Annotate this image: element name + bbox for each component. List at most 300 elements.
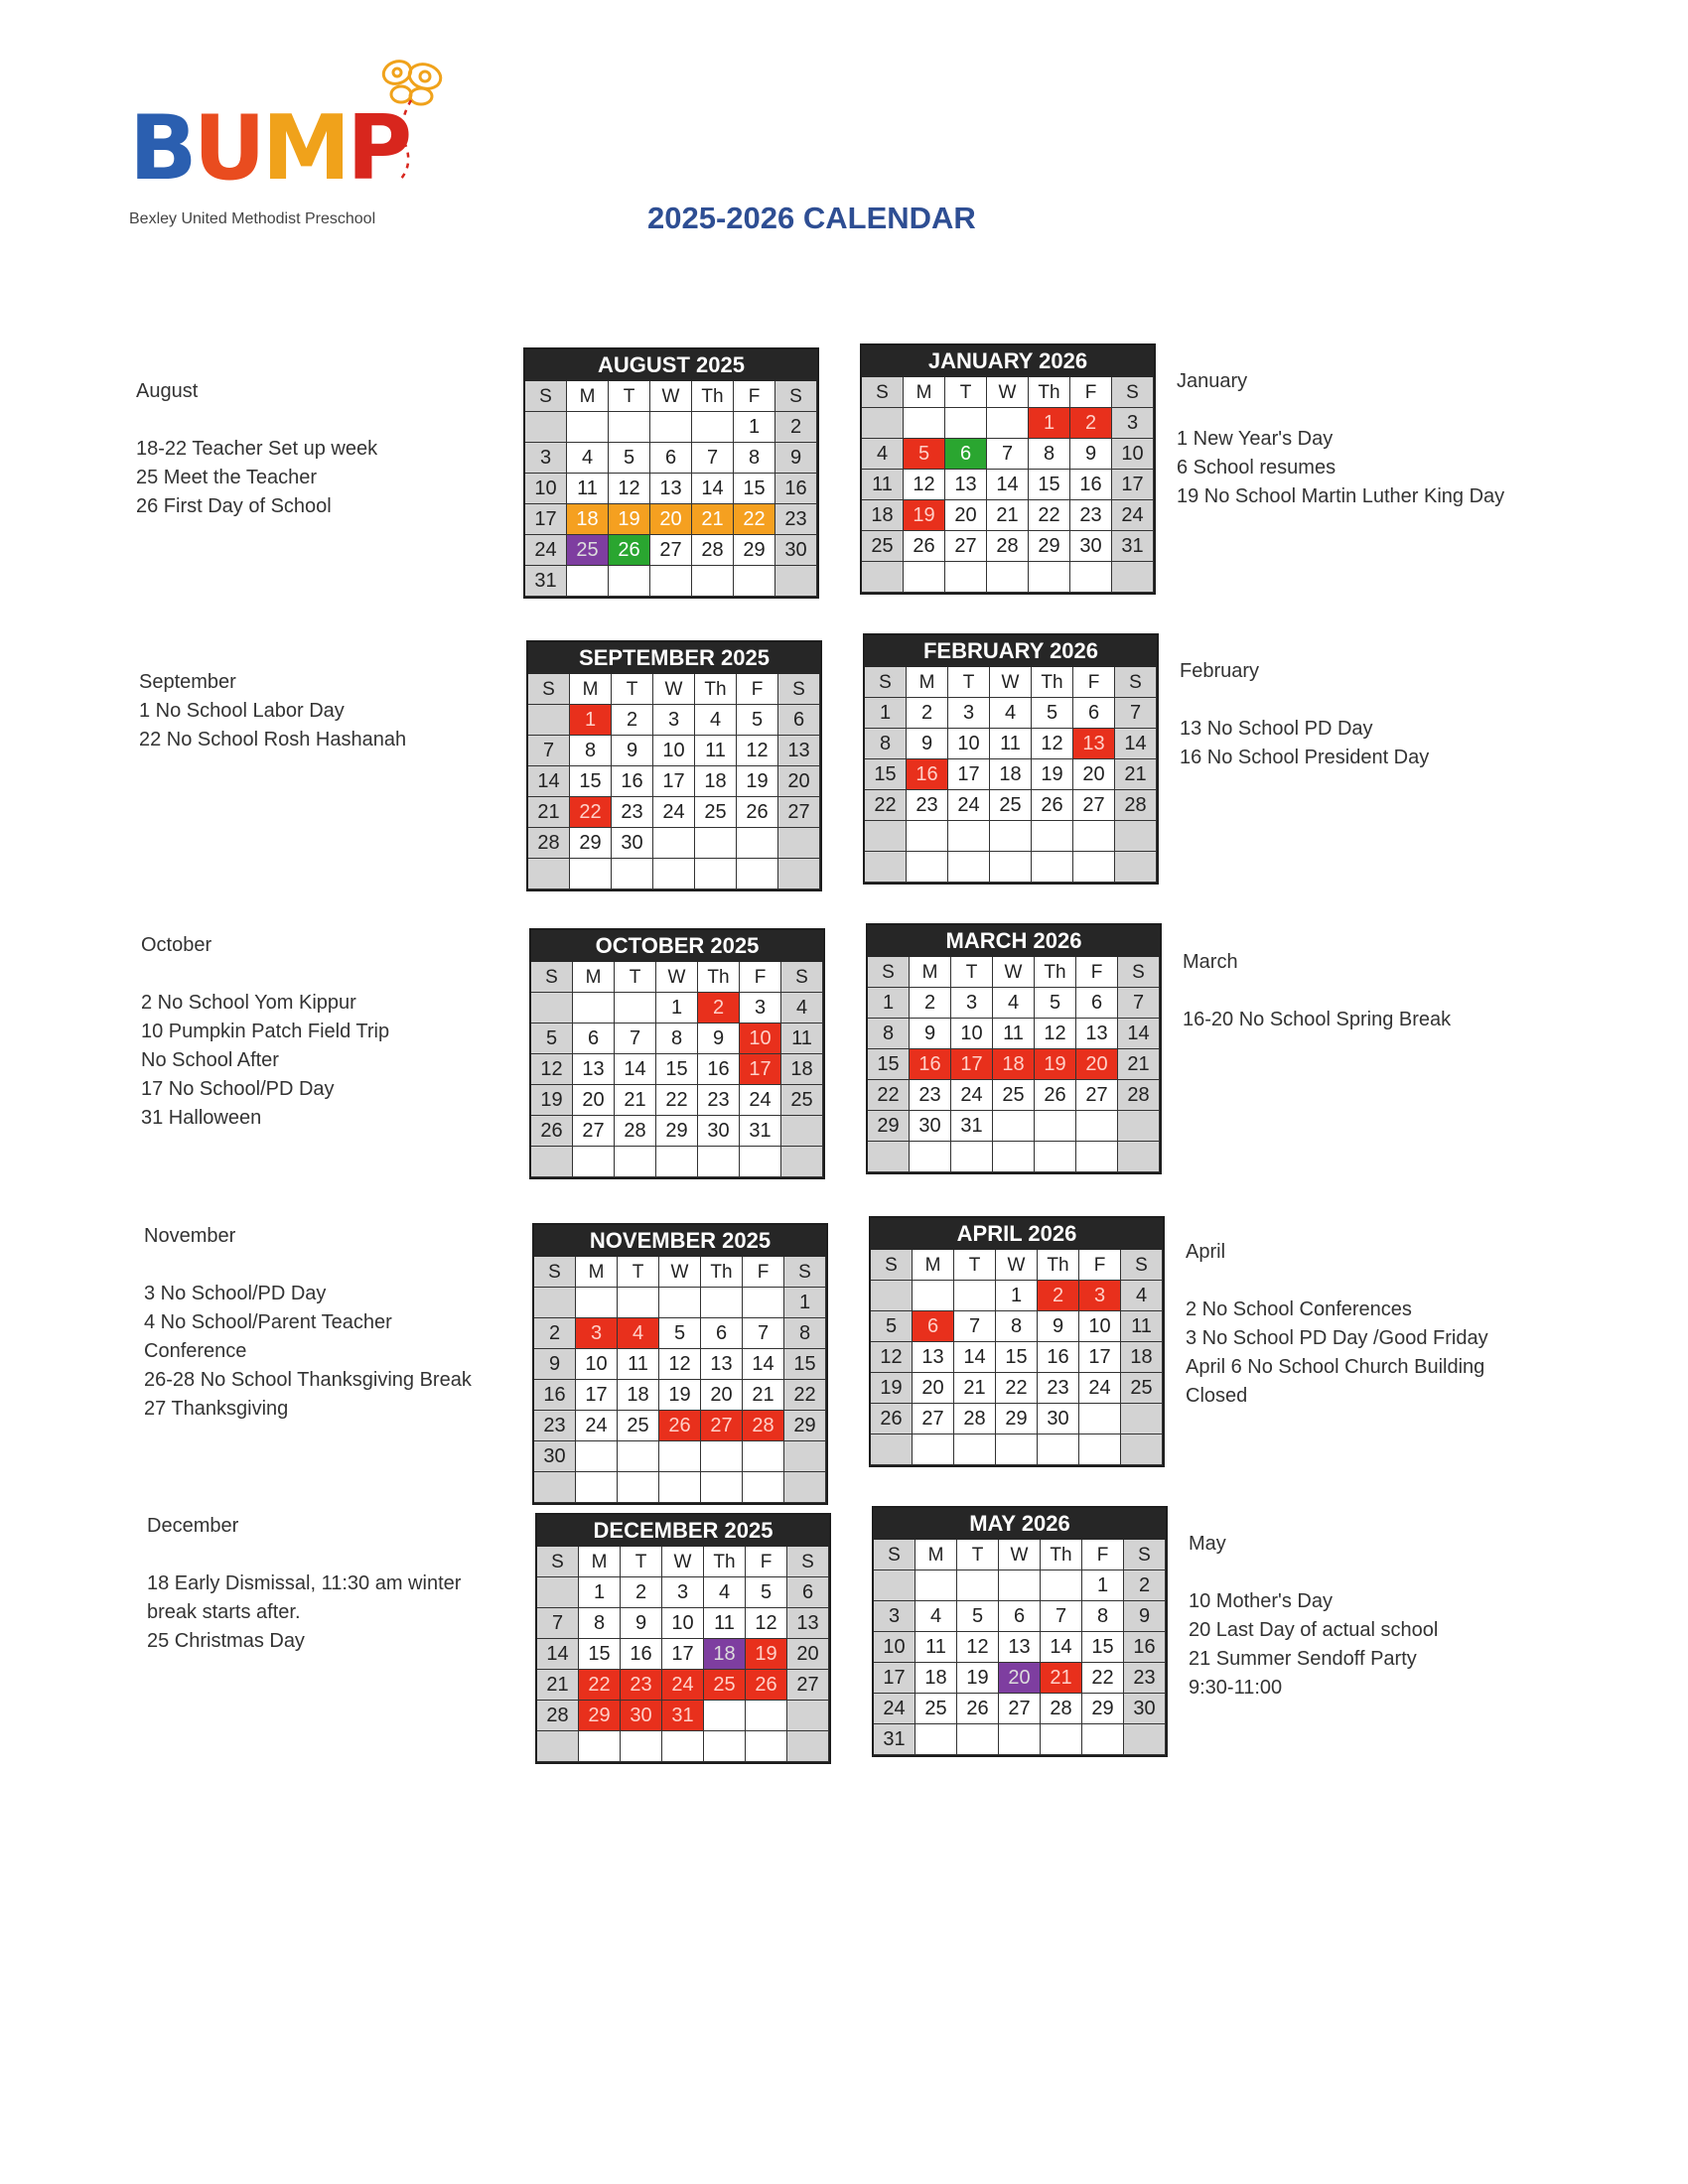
day-cell: 9: [612, 736, 653, 766]
day-cell: 15: [734, 474, 775, 504]
day-cell: 17: [662, 1639, 704, 1670]
day-cell: 25: [1121, 1373, 1163, 1404]
weekday-header: M: [915, 1540, 957, 1570]
day-cell: 12: [1032, 729, 1073, 759]
day-cell: 24: [948, 790, 990, 821]
day-cell: 5: [871, 1311, 913, 1342]
day-cell: 26: [957, 1694, 999, 1724]
day-cell: 7: [528, 736, 570, 766]
weekday-header: F: [1079, 1250, 1121, 1281]
empty-cell: [1041, 1724, 1082, 1755]
month-title: AUGUST 2025: [525, 349, 817, 381]
day-cell: 21: [615, 1085, 656, 1116]
day-cell: 4: [993, 988, 1035, 1019]
day-cell: 29: [1082, 1694, 1124, 1724]
empty-cell: [874, 1570, 915, 1601]
day-cell: 12: [659, 1349, 701, 1380]
day-cell: 6: [913, 1311, 954, 1342]
calendar-dec: [535, 1513, 831, 1764]
weekday-header: S: [775, 381, 817, 412]
notes-may: [1189, 1530, 1438, 1703]
empty-cell: [746, 1701, 787, 1731]
day-cell: 21: [1115, 759, 1157, 790]
day-cell: 16: [621, 1639, 662, 1670]
day-cell: 21: [743, 1380, 784, 1411]
empty-cell: [1112, 562, 1154, 593]
month-grid: [868, 957, 1160, 1172]
day-cell: 9: [910, 1019, 951, 1049]
empty-cell: [534, 1288, 576, 1318]
note-line: 1 New Year's Day: [1177, 428, 1334, 450]
empty-cell: [1079, 1434, 1121, 1465]
day-cell: 2: [910, 988, 951, 1019]
weekday-header: Th: [1035, 957, 1076, 988]
day-cell: 14: [692, 474, 734, 504]
empty-cell: [621, 1731, 662, 1762]
day-cell: 10: [525, 474, 567, 504]
empty-cell: [996, 1434, 1038, 1465]
empty-cell: [567, 412, 609, 443]
day-cell: 19: [746, 1639, 787, 1670]
day-cell: 13: [999, 1632, 1041, 1663]
day-cell: 12: [904, 470, 945, 500]
day-cell: 3: [948, 698, 990, 729]
weekday-header: Th: [704, 1547, 746, 1577]
weekday-header: S: [525, 381, 567, 412]
empty-cell: [701, 1288, 743, 1318]
day-cell: 12: [737, 736, 778, 766]
weekday-header: M: [567, 381, 609, 412]
day-cell: 27: [778, 797, 820, 828]
weekday-header: Th: [1041, 1540, 1082, 1570]
empty-cell: [615, 993, 656, 1024]
day-cell: 28: [1115, 790, 1157, 821]
weekday-header: F: [1082, 1540, 1124, 1570]
empty-cell: [737, 859, 778, 889]
day-cell: 14: [1118, 1019, 1160, 1049]
month-title: DECEMBER 2025: [537, 1515, 829, 1547]
note-line: [1186, 1267, 1488, 1296]
day-cell: 1: [868, 988, 910, 1019]
day-cell: 28: [954, 1404, 996, 1434]
day-cell: 24: [740, 1085, 781, 1116]
note-line: 9:30-11:00: [1189, 1677, 1283, 1699]
day-cell: 12: [531, 1054, 573, 1085]
note-line: break starts after.: [147, 1601, 301, 1623]
weekday-header: S: [865, 667, 907, 698]
weekday-header: S: [1112, 377, 1154, 408]
day-cell: 3: [951, 988, 993, 1019]
empty-cell: [781, 1116, 823, 1147]
note-line: 10 Mother's Day: [1189, 1590, 1333, 1612]
day-cell: 27: [913, 1404, 954, 1434]
weekday-header: S: [528, 674, 570, 705]
empty-cell: [531, 1147, 573, 1177]
day-cell: 28: [537, 1701, 579, 1731]
day-cell: 25: [915, 1694, 957, 1724]
weekday-header: F: [737, 674, 778, 705]
empty-cell: [531, 993, 573, 1024]
day-cell: 6: [778, 705, 820, 736]
empty-cell: [1118, 1142, 1160, 1172]
day-cell: 21: [528, 797, 570, 828]
day-cell: 6: [945, 439, 987, 470]
empty-cell: [695, 859, 737, 889]
month-grid: [874, 1540, 1166, 1755]
day-cell: 15: [570, 766, 612, 797]
note-line: January: [1177, 370, 1248, 392]
day-cell: 16: [1124, 1632, 1166, 1663]
empty-cell: [1032, 852, 1073, 883]
day-cell: 7: [615, 1024, 656, 1054]
day-cell: 23: [1124, 1663, 1166, 1694]
empty-cell: [701, 1472, 743, 1503]
day-cell: 1: [1029, 408, 1070, 439]
empty-cell: [787, 1701, 829, 1731]
day-cell: 11: [567, 474, 609, 504]
empty-cell: [579, 1731, 621, 1762]
day-cell: 20: [945, 500, 987, 531]
weekday-header: W: [650, 381, 692, 412]
day-cell: 31: [1112, 531, 1154, 562]
month-grid: [871, 1250, 1163, 1465]
empty-cell: [534, 1472, 576, 1503]
empty-cell: [573, 993, 615, 1024]
page-title: 2025-2026 CALENDAR: [647, 201, 976, 235]
note-line: 21 Summer Sendoff Party: [1189, 1648, 1417, 1670]
note-line: 27 Thanksgiving: [144, 1398, 289, 1420]
weekday-header: S: [1115, 667, 1157, 698]
day-cell: 31: [662, 1701, 704, 1731]
day-cell: 22: [996, 1373, 1038, 1404]
empty-cell: [781, 1147, 823, 1177]
empty-cell: [743, 1441, 784, 1472]
weekday-header: F: [734, 381, 775, 412]
day-cell: 1: [734, 412, 775, 443]
empty-cell: [650, 412, 692, 443]
logo-letter: B: [129, 96, 194, 201]
weekday-header: M: [910, 957, 951, 988]
empty-cell: [862, 408, 904, 439]
day-cell: 16: [1070, 470, 1112, 500]
day-cell: 27: [701, 1411, 743, 1441]
empty-cell: [695, 828, 737, 859]
day-cell: 16: [907, 759, 948, 790]
day-cell: 20: [701, 1380, 743, 1411]
day-cell: 24: [525, 535, 567, 566]
weekday-header: W: [662, 1547, 704, 1577]
month-title: NOVEMBER 2025: [534, 1225, 826, 1257]
note-line: 26-28 No School Thanksgiving Break: [144, 1369, 472, 1391]
day-cell: 18: [990, 759, 1032, 790]
note-line: December: [147, 1515, 239, 1537]
day-cell: 9: [1070, 439, 1112, 470]
day-cell: 14: [537, 1639, 579, 1670]
note-line: [1180, 686, 1429, 715]
empty-cell: [993, 1111, 1035, 1142]
day-cell: 18: [618, 1380, 659, 1411]
weekday-header: S: [874, 1540, 915, 1570]
empty-cell: [704, 1731, 746, 1762]
day-cell: 28: [743, 1411, 784, 1441]
empty-cell: [907, 852, 948, 883]
weekday-header: W: [659, 1257, 701, 1288]
empty-cell: [987, 562, 1029, 593]
day-cell: 7: [743, 1318, 784, 1349]
day-cell: 21: [954, 1373, 996, 1404]
day-cell: 14: [743, 1349, 784, 1380]
weekday-header: F: [1070, 377, 1112, 408]
empty-cell: [659, 1472, 701, 1503]
day-cell: 6: [999, 1601, 1041, 1632]
day-cell: 13: [945, 470, 987, 500]
day-cell: 19: [531, 1085, 573, 1116]
notes-feb: [1180, 657, 1429, 772]
day-cell: 4: [618, 1318, 659, 1349]
day-cell: 8: [784, 1318, 826, 1349]
logo-letter: P: [347, 96, 409, 201]
day-cell: 3: [874, 1601, 915, 1632]
note-line: April: [1186, 1241, 1226, 1263]
empty-cell: [1115, 852, 1157, 883]
day-cell: 29: [579, 1701, 621, 1731]
day-cell: 22: [1082, 1663, 1124, 1694]
day-cell: 11: [990, 729, 1032, 759]
logo-letter: M: [261, 96, 348, 201]
weekday-header: T: [609, 381, 650, 412]
day-cell: 14: [987, 470, 1029, 500]
empty-cell: [915, 1570, 957, 1601]
empty-cell: [868, 1142, 910, 1172]
empty-cell: [1118, 1111, 1160, 1142]
empty-cell: [954, 1434, 996, 1465]
day-cell: 8: [996, 1311, 1038, 1342]
empty-cell: [692, 412, 734, 443]
empty-cell: [999, 1724, 1041, 1755]
day-cell: 18: [695, 766, 737, 797]
day-cell: 11: [1121, 1311, 1163, 1342]
day-cell: 3: [653, 705, 695, 736]
day-cell: 20: [573, 1085, 615, 1116]
day-cell: 12: [871, 1342, 913, 1373]
empty-cell: [784, 1441, 826, 1472]
day-cell: 25: [862, 531, 904, 562]
note-line: November: [144, 1225, 236, 1247]
note-line: 18-22 Teacher Set up week: [136, 438, 378, 460]
day-cell: 6: [787, 1577, 829, 1608]
empty-cell: [1035, 1111, 1076, 1142]
empty-cell: [907, 821, 948, 852]
weekday-header: S: [862, 377, 904, 408]
empty-cell: [775, 566, 817, 597]
empty-cell: [862, 562, 904, 593]
weekday-header: M: [907, 667, 948, 698]
day-cell: 6: [701, 1318, 743, 1349]
empty-cell: [612, 859, 653, 889]
logo-letter: U: [193, 96, 262, 201]
empty-cell: [615, 1147, 656, 1177]
calendar-sep: [526, 640, 822, 891]
weekday-header: F: [1076, 957, 1118, 988]
empty-cell: [537, 1577, 579, 1608]
empty-cell: [567, 566, 609, 597]
weekday-header: M: [904, 377, 945, 408]
day-cell: 23: [534, 1411, 576, 1441]
day-cell: 12: [746, 1608, 787, 1639]
day-cell: 24: [662, 1670, 704, 1701]
month-grid: [531, 962, 823, 1177]
weekday-header: S: [1121, 1250, 1163, 1281]
empty-cell: [778, 828, 820, 859]
empty-cell: [653, 828, 695, 859]
day-cell: 23: [910, 1080, 951, 1111]
day-cell: 26: [904, 531, 945, 562]
day-cell: 23: [775, 504, 817, 535]
note-line: October: [141, 934, 212, 956]
weekday-header: W: [999, 1540, 1041, 1570]
weekday-header: S: [778, 674, 820, 705]
day-cell: 5: [737, 705, 778, 736]
empty-cell: [743, 1472, 784, 1503]
weekday-header: S: [868, 957, 910, 988]
empty-cell: [871, 1434, 913, 1465]
note-line: 13 No School PD Day: [1180, 718, 1373, 740]
month-grid: [862, 377, 1154, 593]
weekday-header: M: [573, 962, 615, 993]
note-line: [144, 1251, 472, 1280]
day-cell: 3: [576, 1318, 618, 1349]
day-cell: 17: [1112, 470, 1154, 500]
day-cell: 22: [579, 1670, 621, 1701]
day-cell: 7: [692, 443, 734, 474]
day-cell: 13: [701, 1349, 743, 1380]
notes-apr: [1186, 1238, 1488, 1411]
empty-cell: [904, 562, 945, 593]
day-cell: 4: [915, 1601, 957, 1632]
empty-cell: [945, 408, 987, 439]
day-cell: 18: [781, 1054, 823, 1085]
note-line: 2 No School Yom Kippur: [141, 992, 356, 1014]
day-cell: 26: [746, 1670, 787, 1701]
empty-cell: [990, 821, 1032, 852]
empty-cell: [734, 566, 775, 597]
note-line: 18 Early Dismissal, 11:30 am winter: [147, 1572, 462, 1594]
month-title: FEBRUARY 2026: [865, 635, 1157, 667]
day-cell: 22: [784, 1380, 826, 1411]
calendar-jan: [860, 343, 1156, 595]
day-cell: 22: [868, 1080, 910, 1111]
day-cell: 25: [704, 1670, 746, 1701]
day-cell: 14: [528, 766, 570, 797]
weekday-header: W: [993, 957, 1035, 988]
day-cell: 31: [951, 1111, 993, 1142]
empty-cell: [945, 562, 987, 593]
day-cell: 24: [653, 797, 695, 828]
day-cell: 7: [1118, 988, 1160, 1019]
empty-cell: [990, 852, 1032, 883]
day-cell: 16: [775, 474, 817, 504]
day-cell: 13: [1076, 1019, 1118, 1049]
day-cell: 10: [874, 1632, 915, 1663]
day-cell: 30: [612, 828, 653, 859]
empty-cell: [576, 1441, 618, 1472]
day-cell: 9: [698, 1024, 740, 1054]
month-grid: [525, 381, 817, 597]
note-line: 6 School resumes: [1177, 457, 1336, 478]
empty-cell: [1079, 1404, 1121, 1434]
day-cell: 15: [784, 1349, 826, 1380]
day-cell: 23: [612, 797, 653, 828]
day-cell: 23: [1070, 500, 1112, 531]
empty-cell: [1038, 1434, 1079, 1465]
day-cell: 30: [910, 1111, 951, 1142]
empty-cell: [910, 1142, 951, 1172]
empty-cell: [737, 828, 778, 859]
day-cell: 24: [1079, 1373, 1121, 1404]
day-cell: 28: [1118, 1080, 1160, 1111]
note-line: Conference: [144, 1340, 247, 1362]
day-cell: 21: [1041, 1663, 1082, 1694]
weekday-header: W: [990, 667, 1032, 698]
empty-cell: [653, 859, 695, 889]
day-cell: 28: [987, 531, 1029, 562]
day-cell: 14: [1115, 729, 1157, 759]
day-cell: 12: [609, 474, 650, 504]
note-line: 3 No School PD Day /Good Friday: [1186, 1327, 1488, 1349]
day-cell: 4: [695, 705, 737, 736]
day-cell: 8: [1029, 439, 1070, 470]
day-cell: 7: [1115, 698, 1157, 729]
empty-cell: [778, 859, 820, 889]
day-cell: 21: [692, 504, 734, 535]
month-grid: [534, 1257, 826, 1503]
day-cell: 21: [1118, 1049, 1160, 1080]
day-cell: 27: [999, 1694, 1041, 1724]
day-cell: 18: [567, 504, 609, 535]
weekday-header: W: [987, 377, 1029, 408]
day-cell: 28: [528, 828, 570, 859]
day-cell: 5: [659, 1318, 701, 1349]
day-cell: 17: [874, 1663, 915, 1694]
day-cell: 17: [951, 1049, 993, 1080]
note-line: 25 Meet the Teacher: [136, 467, 317, 488]
day-cell: 19: [957, 1663, 999, 1694]
day-cell: 11: [915, 1632, 957, 1663]
day-cell: 20: [787, 1639, 829, 1670]
empty-cell: [948, 852, 990, 883]
empty-cell: [576, 1472, 618, 1503]
day-cell: 5: [609, 443, 650, 474]
day-cell: 20: [778, 766, 820, 797]
day-cell: 16: [698, 1054, 740, 1085]
weekday-header: S: [531, 962, 573, 993]
logo-subtitle: Bexley United Methodist Preschool: [129, 210, 376, 227]
month-grid: [865, 667, 1157, 883]
empty-cell: [659, 1288, 701, 1318]
empty-cell: [1073, 852, 1115, 883]
day-cell: 28: [1041, 1694, 1082, 1724]
day-cell: 24: [576, 1411, 618, 1441]
day-cell: 8: [865, 729, 907, 759]
day-cell: 16: [910, 1049, 951, 1080]
day-cell: 11: [695, 736, 737, 766]
day-cell: 24: [1112, 500, 1154, 531]
day-cell: 10: [948, 729, 990, 759]
day-cell: 22: [570, 797, 612, 828]
weekday-header: M: [576, 1257, 618, 1288]
empty-cell: [951, 1142, 993, 1172]
day-cell: 17: [740, 1054, 781, 1085]
